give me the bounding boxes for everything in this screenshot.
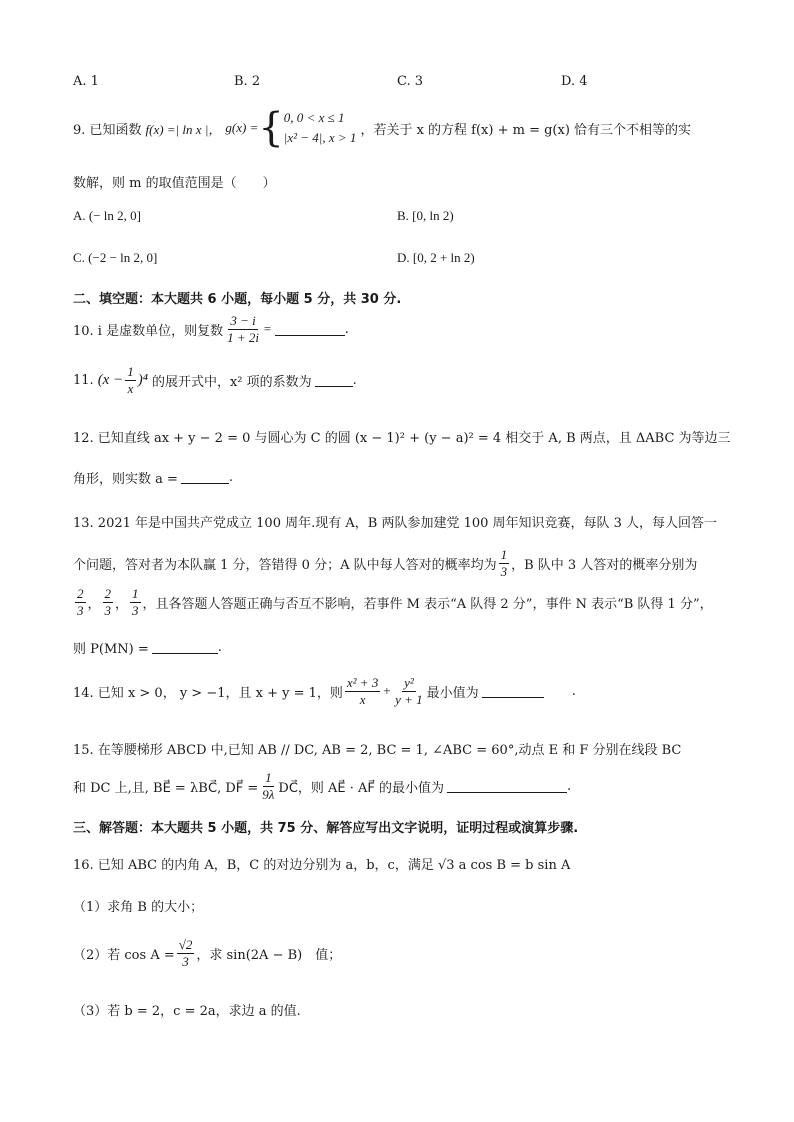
- q13-numerator: 1: [500, 547, 508, 562]
- period: .: [228, 470, 234, 485]
- answer-blank: [152, 641, 218, 654]
- q10-denominator: 1 + 2i: [227, 329, 259, 345]
- comma: ，: [115, 596, 129, 612]
- answer-blank: [275, 323, 345, 336]
- period: .: [571, 683, 576, 699]
- option-b: B. 2: [234, 74, 261, 89]
- q10-text: 10. i 是虚数单位，则复数: [73, 323, 224, 339]
- question-12-line2: [73, 468, 233, 487]
- q15-fraction: [260, 770, 276, 802]
- q15-denominator: 9λ: [262, 786, 275, 802]
- q13-fraction: [499, 547, 510, 579]
- q11-number: 11.: [73, 372, 94, 388]
- q16-fraction: [177, 937, 195, 969]
- q15-text-b: DC⃗，则 AE⃗ · AF⃗ 的最小值为: [278, 780, 445, 796]
- q12-text: 角形，则实数 a =: [73, 472, 178, 487]
- prob-2-numerator: 2: [104, 586, 112, 601]
- prob-fraction-1: [75, 586, 86, 618]
- question-15-line1: 15. 在等腰梯形 ABCD 中,已知 AB // DC, AB = 2, BC = 1, ∠ABC = 60°,动点 E 和 F 分别在线段 BC: [73, 743, 682, 758]
- q9-g-lhs: g(x) =: [225, 120, 259, 135]
- question-12-line1: 12. 已知直线 ax + y − 2 = 0 与圆心为 C 的圆 (x − 1)² + (y − a)² = 4 相交于 A, B 两点，且 ΔABC 为等边三: [73, 431, 731, 446]
- period: .: [344, 321, 349, 337]
- q13-text-b: ，B 队中 3 人答对的概率分别为: [511, 557, 698, 573]
- q16-denominator: 3: [182, 953, 189, 969]
- q14-denominator-1: x: [359, 691, 366, 707]
- q13-denominator: 3: [500, 563, 508, 579]
- question-9-line2: 数解，则 m 的取值范围是（ ）: [73, 176, 276, 191]
- q15-text-a: 和 DC 上,且, BE⃗ = λBC⃗, DF⃗ =: [73, 780, 259, 796]
- q11-close: )⁴: [137, 371, 148, 388]
- q15-numerator: 1: [265, 770, 272, 785]
- q9-option-c: C. (−2 − ln 2, 0]: [73, 250, 158, 265]
- period: .: [217, 640, 222, 655]
- q10-equals: =: [263, 321, 272, 337]
- prob-3-denominator: 3: [132, 602, 139, 618]
- q9-option-d: D. [0, 2 + ln 2): [397, 250, 475, 265]
- q9-cases: [284, 108, 357, 148]
- q14-fraction-2: [393, 675, 425, 707]
- question-11: [73, 364, 357, 396]
- prob-2-denominator: 3: [104, 602, 112, 618]
- period: .: [352, 372, 357, 388]
- prob-fraction-2: [103, 586, 114, 618]
- q11-denominator: x: [127, 380, 134, 396]
- q9-prefix: 9. 已知函数: [73, 122, 142, 138]
- q11-numerator: 1: [127, 364, 134, 379]
- q9-f-def: f(x) =| ln x |，: [145, 121, 222, 137]
- q9-option-b: B. [0, ln 2): [397, 208, 454, 223]
- period: .: [567, 778, 572, 794]
- q10-fraction: [225, 313, 261, 345]
- q14-text: 14. 已知 x > 0， y > −1，且 x + y = 1，则: [73, 685, 343, 701]
- prob-fraction-3: [130, 586, 141, 618]
- q14-text-b: 最小值为: [426, 685, 479, 701]
- answer-blank: [181, 471, 229, 484]
- question-13-line3: [73, 586, 713, 618]
- q16-part-2-text-a: （2）若 cos A =: [73, 947, 175, 963]
- option-d: D. 4: [561, 74, 588, 89]
- q16-numerator: √2: [178, 937, 193, 952]
- q13-text-a: 个问题，答对者为本队赢 1 分，答错得 0 分；A 队中每人答对的概率均为: [73, 557, 497, 573]
- brace-symbol: {: [258, 105, 284, 151]
- q10-numerator: 3 − i: [230, 313, 256, 328]
- option-c: C. 3: [397, 74, 424, 89]
- question-13-line1: 13. 2021 年是中国共产党成立 100 周年.现有 A，B 两队参加建党 100 周年知识竞赛，每队 3 人，每人回答一: [73, 516, 718, 531]
- question-16-line1: 16. 已知 ABC 的内角 A，B，C 的对边分别为 a，b，c，满足 √3 a cos B = b sin A: [73, 858, 571, 873]
- q11-fraction: [125, 364, 136, 396]
- comma: ，: [87, 596, 101, 612]
- q16-part-3: （3）若 b = 2，c = 2a，求边 a 的值.: [73, 1004, 301, 1019]
- prob-1-denominator: 3: [77, 602, 84, 618]
- question-15-line2: [73, 770, 571, 802]
- q13-text-c: ，且各答题人答题正确与否互不影响，若事件 M 表示“A 队得 2 分”，事件 N 表示“B 队得 1 分”，: [142, 596, 713, 612]
- plus-sign: +: [382, 683, 392, 699]
- question-13-line4: [73, 638, 222, 657]
- q14-numerator-1: x² + 3: [346, 675, 379, 690]
- q13-text-d: 则 P(MN) =: [73, 642, 149, 657]
- q14-numerator-2: y²: [404, 675, 414, 690]
- q16-part-2: [73, 937, 341, 969]
- question-13-line2: [73, 547, 697, 579]
- q11-text: 的展开式中，x² 项的系数为: [151, 374, 312, 390]
- q14-fraction-1: [345, 675, 380, 707]
- prob-3-numerator: 1: [132, 586, 139, 601]
- question-10: [73, 313, 349, 345]
- q9-case1: 0, 0 < x ≤ 1: [283, 110, 345, 125]
- answer-blank: [447, 780, 567, 793]
- section-2-title: 二、填空题：本大题共 6 小题，每小题 5 分，共 30 分.: [73, 292, 402, 307]
- q9-option-a: A. (− ln 2, 0]: [73, 208, 141, 223]
- q16-part-1: （1）求角 B 的大小；: [73, 900, 204, 915]
- answer-blank: [315, 374, 353, 387]
- question-14: [73, 675, 576, 707]
- section-3-title: 三、解答题：本大题共 5 小题，共 75 分、解答应写出文字说明，证明过程或演算步骤.: [73, 821, 579, 836]
- q14-denominator-2: y + 1: [395, 691, 423, 707]
- option-a: A. 1: [73, 74, 99, 89]
- q9-case2: |x² − 4|, x > 1: [283, 130, 357, 145]
- prob-1-numerator: 2: [77, 586, 84, 601]
- q16-part-2-text-b: ，求 sin(2A − B) 值；: [196, 947, 342, 963]
- question-9-line1: [73, 105, 692, 151]
- answer-blank: [482, 685, 544, 698]
- q11-expr: (x −: [97, 371, 124, 388]
- q9-text1: ，若关于 x 的方程 f(x) + m = g(x) 恰有三个不相等的实: [360, 122, 692, 138]
